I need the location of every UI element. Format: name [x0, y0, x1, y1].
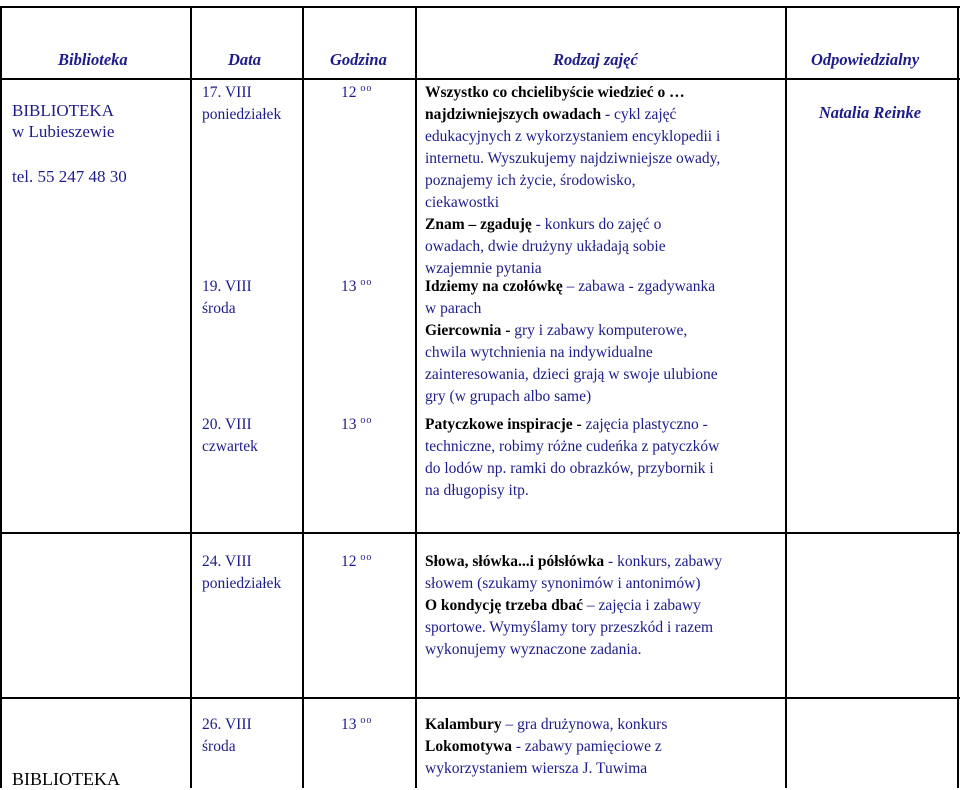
activity-title: Lokomotywa — [425, 738, 512, 755]
header-bottom-border — [0, 78, 960, 80]
activity-text: owadach, dwie drużyny układają sobie — [425, 238, 666, 255]
row-hour — [341, 414, 372, 436]
library-location: w Lubieszewie — [12, 122, 115, 141]
library-name-bottom: BIBLIOTEKA — [12, 769, 120, 789]
activity-text: wykorzystaniem wiersza J. Tuwima — [425, 760, 648, 777]
row-date: 19. VIII — [202, 278, 252, 295]
activity-line — [425, 758, 647, 780]
row-hour — [341, 714, 372, 736]
hour-minutes: oo — [360, 276, 373, 288]
activity-line — [425, 736, 662, 758]
hour-minutes: oo — [360, 414, 373, 426]
hour-minutes: oo — [360, 551, 373, 563]
row-day: środa — [202, 738, 236, 755]
activity-text: słowem (szukamy synonimów i antonimów) — [425, 575, 701, 592]
activity-title: O kondycję trzeba dbać — [425, 597, 584, 614]
activity-text: – zajęcia i zabawy — [583, 597, 701, 614]
activity-text: - cykl zajęć — [601, 106, 677, 123]
activity-text: gry i zabawy komputerowe, — [510, 322, 688, 339]
activity-line — [425, 639, 641, 661]
header-data: Data — [228, 50, 261, 69]
activity-line — [425, 551, 722, 573]
activity-text: – gra drużynowa, konkurs — [501, 716, 668, 733]
row-day: środa — [202, 300, 236, 317]
activity-line — [425, 214, 661, 236]
row-hour — [341, 551, 372, 573]
row-hour — [341, 82, 372, 104]
column-border — [785, 6, 787, 788]
activity-line — [425, 82, 685, 104]
activity-text: do lodów np. ramki do obrazków, przybornik i — [425, 460, 714, 477]
activity-line — [425, 714, 667, 736]
row-date: 17. VIII — [202, 84, 252, 101]
activity-line — [425, 148, 720, 170]
activity-text: internetu. Wyszukujemy najdziwniejsze owady, — [425, 150, 721, 167]
hour-minutes: oo — [360, 82, 373, 94]
activity-title: Znam – zgaduję — [425, 216, 532, 233]
row-hour — [341, 276, 372, 298]
activity-line — [425, 617, 713, 639]
activity-title: Słowa, słówka...i półsłówka — [425, 553, 605, 570]
hour-value: 13 — [341, 278, 357, 295]
activity-title: Giercownia - — [425, 322, 511, 339]
activity-line — [425, 436, 719, 458]
activity-text: wzajemnie pytania — [425, 260, 542, 277]
activity-text: chwila wytchnienia na indywidualne — [425, 344, 653, 361]
activity-title: Patyczkowe inspiracje - — [425, 416, 582, 433]
activity-title: Wszystko co chcielibyście wiedzieć o … — [425, 84, 685, 101]
row-day: czwartek — [202, 438, 258, 455]
activity-line — [425, 414, 708, 436]
hour-value: 12 — [341, 553, 357, 570]
row-date: 26. VIII — [202, 716, 252, 733]
hour-minutes: oo — [360, 714, 373, 726]
activity-title: najdziwniejszych owadach — [425, 106, 602, 123]
column-border — [190, 6, 192, 788]
activity-text: ciekawostki — [425, 194, 500, 211]
activity-text: edukacyjnych z wykorzystaniem encyklopedii i — [425, 128, 721, 145]
header-godzina: Godzina — [330, 50, 387, 69]
activity-line — [425, 298, 481, 320]
activity-title: Idziemy na czołówkę — [425, 278, 563, 295]
responsible-person: Natalia Reinke — [818, 103, 922, 122]
hour-value: 13 — [341, 416, 357, 433]
activity-text: – zabawa - zgadywanka — [562, 278, 716, 295]
activity-text: w parach — [425, 300, 482, 317]
activity-text: zainteresowania, dzieci grają w swoje ulubione — [425, 366, 718, 383]
activity-text: techniczne, robimy różne cudeńka z patyczków — [425, 438, 720, 455]
activity-line — [425, 342, 653, 364]
header-odpowiedzialny: Odpowiedzialny — [811, 50, 920, 69]
activity-text: zajęcia plastyczno - — [581, 416, 708, 433]
activity-line — [425, 480, 529, 502]
activity-text: - konkurs, zabawy — [604, 553, 723, 570]
activity-line — [425, 170, 635, 192]
activity-text: gry (w grupach albo same) — [425, 388, 592, 405]
header-rodzaj-zajec: Rodzaj zajęć — [553, 50, 638, 69]
table-top-border — [0, 6, 960, 8]
activity-line — [425, 192, 499, 214]
activity-line — [425, 573, 701, 595]
header-biblioteka: Biblioteka — [58, 50, 128, 69]
activity-text: poznajemy ich życie, środowisko, — [425, 172, 636, 189]
activity-title: Kalambury — [425, 716, 502, 733]
hour-value: 12 — [341, 84, 357, 101]
column-border — [957, 6, 959, 788]
column-border — [415, 6, 417, 788]
hour-value: 13 — [341, 716, 357, 733]
activity-text: wykonujemy wyznaczone zadania. — [425, 641, 642, 658]
activity-line — [425, 386, 591, 408]
library-name: BIBLIOTEKA — [12, 101, 114, 120]
activity-line — [425, 104, 676, 126]
activity-line — [425, 320, 687, 342]
row-day: poniedziałek — [202, 106, 282, 123]
activity-line — [425, 364, 718, 386]
row-divider — [0, 697, 960, 699]
activity-text: sportowe. Wymyślamy tory przeszkód i razem — [425, 619, 714, 636]
activity-line — [425, 126, 720, 148]
activity-text: - konkurs do zajęć o — [531, 216, 662, 233]
column-border — [0, 6, 2, 788]
activity-text: na długopisy itp. — [425, 482, 529, 499]
library-phone: tel. 55 247 48 30 — [12, 167, 127, 186]
row-date: 20. VIII — [202, 416, 252, 433]
activity-line — [425, 458, 714, 480]
row-date: 24. VIII — [202, 553, 252, 570]
row-day: poniedziałek — [202, 575, 282, 592]
row-divider — [0, 532, 960, 534]
activity-line — [425, 595, 701, 617]
activity-text: - zabawy pamięciowe z — [511, 738, 662, 755]
activity-line — [425, 236, 666, 258]
column-border — [302, 6, 304, 788]
activity-line — [425, 276, 715, 298]
